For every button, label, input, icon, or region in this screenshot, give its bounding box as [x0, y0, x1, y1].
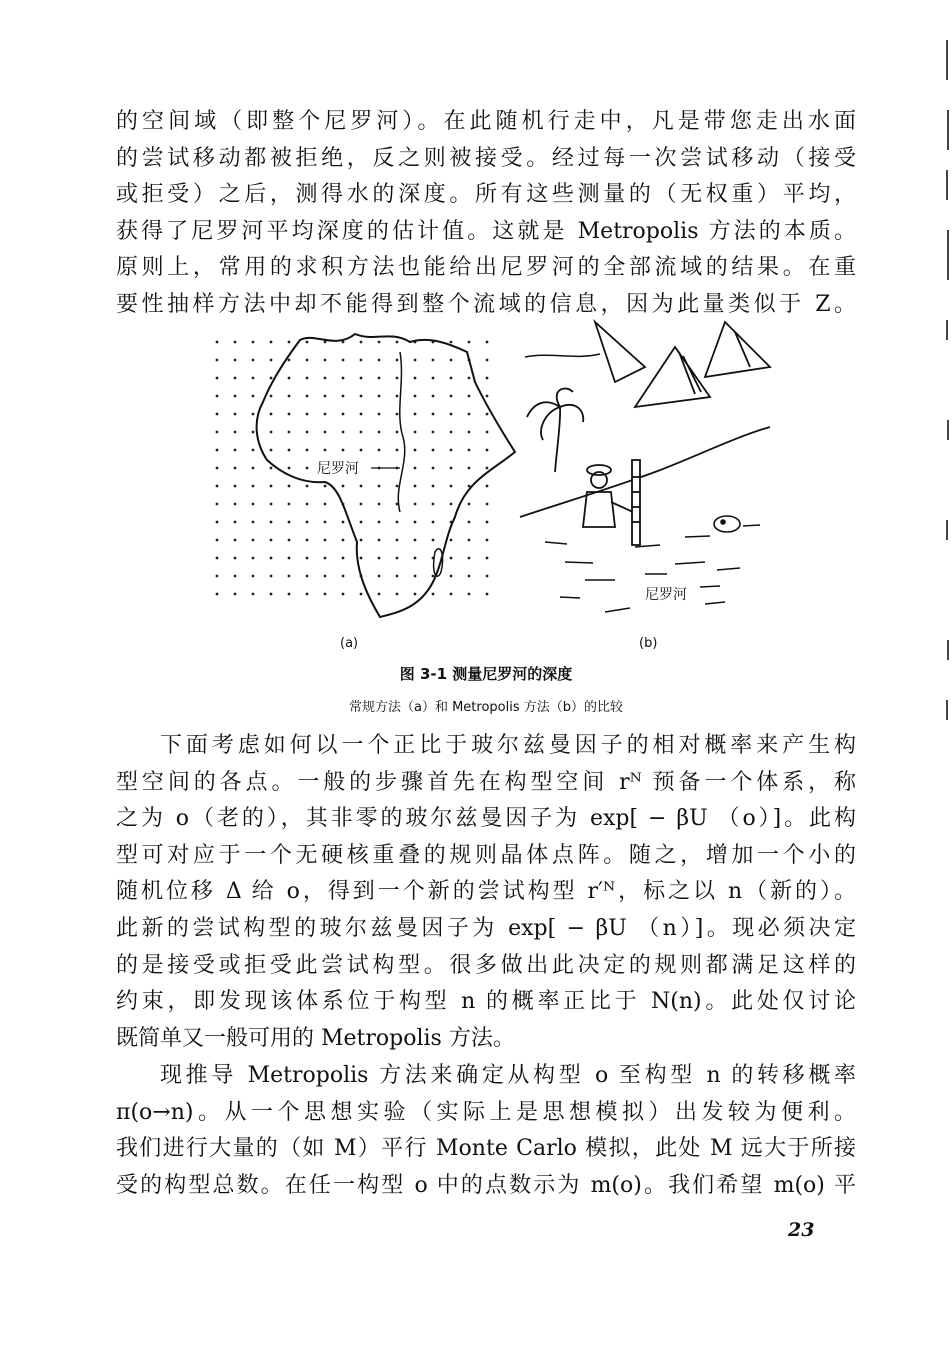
grid-dot	[252, 503, 255, 506]
grid-dot	[252, 539, 255, 542]
grid-dot	[288, 467, 291, 470]
grid-dot	[378, 575, 381, 578]
grid-dot	[288, 377, 291, 380]
grid-dot	[396, 359, 399, 362]
grid-dot	[432, 575, 435, 578]
grid-dot	[486, 539, 489, 542]
page-edge-shadow	[942, 0, 952, 760]
grid-dot	[270, 359, 273, 362]
grid-dot	[396, 377, 399, 380]
text-line: 的是接受或拒受此尝试构型。很多做出此决定的规则都满足这样的	[116, 952, 856, 978]
grid-dot	[216, 341, 219, 344]
grid-dot	[450, 539, 453, 542]
grid-dot	[360, 521, 363, 524]
figure-caption-subtitle: 常规方法（a）和 Metropolis 方法（b）的比较	[348, 700, 623, 715]
grid-dot	[252, 575, 255, 578]
africa-outline	[257, 334, 515, 617]
grid-dot	[324, 539, 327, 542]
grid-dot	[306, 341, 309, 344]
grid-dot	[486, 377, 489, 380]
grid-dot	[432, 413, 435, 416]
grid-dot	[414, 557, 417, 560]
grid-dot	[468, 377, 471, 380]
grid-dot	[216, 359, 219, 362]
grid-dot	[306, 485, 309, 488]
grid-dot	[216, 413, 219, 416]
grid-dot	[342, 431, 345, 434]
grid-dot	[324, 413, 327, 416]
grid-dot	[324, 521, 327, 524]
grid-dot	[450, 431, 453, 434]
figure-3-1	[205, 312, 780, 652]
grid-dot	[486, 431, 489, 434]
grid-dot	[216, 395, 219, 398]
grid-dot	[216, 557, 219, 560]
grid-dot	[360, 413, 363, 416]
pyramids	[595, 322, 770, 407]
grid-dot	[252, 359, 255, 362]
grid-dot	[486, 521, 489, 524]
text-line: 我们进行大量的（如 M）平行 Monte Carlo 模拟，此处 M 远大于所接	[116, 1136, 856, 1162]
grid-dot	[270, 485, 273, 488]
grid-dot	[450, 377, 453, 380]
grid-dot	[324, 557, 327, 560]
grid-dot	[288, 593, 291, 596]
grid-dot	[306, 539, 309, 542]
grid-dot	[270, 503, 273, 506]
grid-dot	[270, 413, 273, 416]
grid-dot	[450, 557, 453, 560]
figure-sub-b: (b)	[639, 636, 658, 651]
figure-caption-title: 图 3-1 测量尼罗河的深度	[399, 665, 573, 683]
grid-dot	[360, 557, 363, 560]
text-line: 约束，即发现该体系位于构型 n 的概率正比于 N(n)。此处仅讨论	[116, 989, 856, 1015]
grid-dot	[270, 521, 273, 524]
grid-dot	[252, 593, 255, 596]
grid-dot	[486, 413, 489, 416]
grid-dot	[414, 503, 417, 506]
grid-dot	[306, 359, 309, 362]
grid-dot	[360, 485, 363, 488]
grid-dot	[414, 431, 417, 434]
grid-dot	[288, 431, 291, 434]
grid-dot	[486, 575, 489, 578]
grid-dot	[234, 539, 237, 542]
grid-dot	[360, 539, 363, 542]
grid-dot	[360, 449, 363, 452]
grid-dot	[486, 485, 489, 488]
grid-dot	[342, 521, 345, 524]
grid-dot	[216, 467, 219, 470]
grid-dot	[486, 467, 489, 470]
grid-dot	[450, 575, 453, 578]
grid-dot	[216, 521, 219, 524]
grid-dot	[378, 539, 381, 542]
grid-dot	[414, 467, 417, 470]
grid-dot	[432, 431, 435, 434]
grid-dot	[378, 431, 381, 434]
grid-dot	[252, 521, 255, 524]
grid-dot	[216, 485, 219, 488]
grid-dot	[450, 485, 453, 488]
grid-dot	[468, 341, 471, 344]
text-line: 此新的尝试构型的玻尔兹曼因子为 exp[ − βU （n）]。现必须决定	[116, 915, 856, 941]
grid-dot	[306, 521, 309, 524]
grid-dot	[396, 395, 399, 398]
grid-dot	[270, 395, 273, 398]
grid-dot	[252, 431, 255, 434]
grid-dot	[306, 431, 309, 434]
grid-dot	[234, 359, 237, 362]
grid-dot	[306, 575, 309, 578]
grid-dot	[252, 485, 255, 488]
grid-dot	[324, 359, 327, 362]
grid-dot	[396, 593, 399, 596]
grid-dot	[342, 575, 345, 578]
grid-dot	[360, 377, 363, 380]
grid-dot	[234, 575, 237, 578]
text-line: 的空间域（即整个尼罗河）。在此随机行走中，凡是带您走出水面	[116, 109, 856, 134]
grid-dot	[270, 575, 273, 578]
grid-dot	[270, 467, 273, 470]
grid-dot	[234, 413, 237, 416]
text-line: 原则上，常用的求积方法也能给出尼罗河的全部流域的结果。在重	[116, 255, 856, 281]
grid-dot	[270, 377, 273, 380]
grid-dot	[324, 503, 327, 506]
grid-dot	[378, 341, 381, 344]
text-line: 之为 o（老的），其非零的玻尔兹曼因子为 exp[ − βU （o）]。此构	[116, 806, 856, 832]
grid-dot	[396, 341, 399, 344]
horizon-line	[525, 354, 600, 357]
grid-dot	[234, 593, 237, 596]
palm-tree-icon	[527, 388, 583, 472]
text-line: 或拒受）之后，测得水的深度。所有这些测量的（无权重）平均，	[116, 182, 856, 208]
grid-dot	[360, 503, 363, 506]
grid-dot	[378, 395, 381, 398]
grid-dot	[306, 413, 309, 416]
grid-dot	[378, 485, 381, 488]
grid-dot	[324, 485, 327, 488]
nile-river	[398, 352, 404, 512]
grid-dot	[468, 467, 471, 470]
grid-dot	[486, 593, 489, 596]
grid-dot	[342, 377, 345, 380]
fish-icon	[714, 516, 740, 532]
grid-dot	[468, 575, 471, 578]
grid-dot	[306, 593, 309, 596]
text-line: 的尝试移动都被拒绝，反之则被接受。经过每一次尝试移动（接受	[116, 145, 856, 171]
grid-dot	[342, 593, 345, 596]
grid-dot	[324, 593, 327, 596]
grid-dot	[414, 359, 417, 362]
grid-dot	[288, 575, 291, 578]
nile-label-a: 尼罗河	[317, 461, 359, 477]
grid-dot	[396, 539, 399, 542]
grid-dot	[414, 377, 417, 380]
grid-dot	[288, 485, 291, 488]
grid-dot	[486, 359, 489, 362]
grid-dot	[342, 413, 345, 416]
text-line: 受的构型总数。在任一构型 o 中的点数示为 m(o)。我们希望 m(o) 平	[116, 1172, 856, 1198]
text-line: π(o→n)。从一个思想实验（实际上是思想模拟）出发较为便利。	[116, 1099, 856, 1125]
grid-dot	[216, 575, 219, 578]
grid-dot	[432, 593, 435, 596]
page-number: 23	[788, 1219, 815, 1241]
grid-dot	[216, 377, 219, 380]
grid-dot	[234, 557, 237, 560]
grid-dot	[396, 413, 399, 416]
grid-dot	[306, 503, 309, 506]
grid-dot	[468, 539, 471, 542]
grid-dot	[414, 575, 417, 578]
grid-dot	[432, 449, 435, 452]
grid-dot	[450, 359, 453, 362]
grid-dot	[234, 377, 237, 380]
grid-dot	[396, 557, 399, 560]
grid-dot	[486, 503, 489, 506]
grid-dot	[360, 359, 363, 362]
text-line: 要性抽样方法中却不能得到整个流域的信息，因为此量类似于 Z。	[116, 291, 856, 317]
grid-dot	[324, 377, 327, 380]
grid-dot	[306, 377, 309, 380]
grid-dot	[378, 377, 381, 380]
grid-dot	[432, 377, 435, 380]
grid-dot	[468, 503, 471, 506]
grid-dot	[450, 341, 453, 344]
grid-dot	[342, 485, 345, 488]
grid-dot	[252, 413, 255, 416]
grid-dot	[378, 449, 381, 452]
grid-dot	[306, 467, 309, 470]
grid-dot	[342, 359, 345, 362]
grid-dot	[468, 431, 471, 434]
grid-dot	[432, 359, 435, 362]
grid-dot	[216, 449, 219, 452]
grid-dot	[432, 395, 435, 398]
grid-dot	[378, 593, 381, 596]
grid-dot	[234, 341, 237, 344]
grid-dot	[270, 593, 273, 596]
grid-dot	[432, 503, 435, 506]
nile-label-b: 尼罗河	[645, 587, 687, 603]
grid-dot	[378, 413, 381, 416]
grid-dot	[270, 557, 273, 560]
grid-dot	[306, 395, 309, 398]
person-with-gauge	[583, 460, 640, 545]
grid-dot	[216, 431, 219, 434]
grid-dot	[234, 449, 237, 452]
text-line: 随机位移 Δ 给 o，得到一个新的尝试构型 r′ᴺ，标之以 n（新的）。	[116, 879, 856, 905]
grid-dot	[252, 341, 255, 344]
grid-dot	[288, 449, 291, 452]
grid-dot	[288, 557, 291, 560]
grid-dot	[432, 539, 435, 542]
grid-dot	[324, 575, 327, 578]
grid-dot	[414, 413, 417, 416]
grid-dot	[378, 557, 381, 560]
grid-dot	[450, 593, 453, 596]
grid-dot	[486, 341, 489, 344]
grid-dot	[342, 449, 345, 452]
grid-dot	[234, 503, 237, 506]
grid-dot	[360, 395, 363, 398]
grid-dot	[432, 467, 435, 470]
grid-dot	[270, 539, 273, 542]
grid-dot	[270, 341, 273, 344]
grid-dot	[396, 485, 399, 488]
grid-dot	[432, 485, 435, 488]
grid-dot	[450, 503, 453, 506]
grid-dot	[450, 467, 453, 470]
grid-dot	[414, 521, 417, 524]
grid-dot	[486, 395, 489, 398]
grid-dot	[216, 539, 219, 542]
grid-dot	[252, 557, 255, 560]
grid-dot	[252, 449, 255, 452]
grid-dot	[234, 467, 237, 470]
grid-dot	[468, 413, 471, 416]
grid-dot	[468, 521, 471, 524]
grid-dot	[324, 431, 327, 434]
text-line: 型可对应于一个无硬核重叠的规则晶体点阵。随之，增加一个小的	[116, 842, 856, 868]
grid-dot	[252, 377, 255, 380]
grid-dot	[288, 359, 291, 362]
grid-dot	[252, 467, 255, 470]
grid-dot	[468, 395, 471, 398]
grid-dot	[234, 485, 237, 488]
text-line: 下面考虑如何以一个正比于玻尔兹曼因子的相对概率来产生构	[160, 733, 856, 758]
grid-dot	[270, 431, 273, 434]
grid-dot	[378, 359, 381, 362]
grid-dot	[414, 485, 417, 488]
text-line: 型空间的各点。一般的步骤首先在构型空间 rᴺ 预备一个体系，称	[116, 769, 856, 795]
grid-dot	[396, 575, 399, 578]
grid-dot	[486, 557, 489, 560]
text-line: 现推导 Metropolis 方法来确定从构型 o 至构型 n 的转移概率	[160, 1063, 856, 1088]
paragraph-2	[116, 728, 856, 1057]
grid-dot	[360, 431, 363, 434]
grid-dot	[234, 395, 237, 398]
grid-dot	[378, 521, 381, 524]
grid-dot	[270, 449, 273, 452]
grid-dot	[288, 341, 291, 344]
grid-dot	[450, 413, 453, 416]
figure-sub-a: (a)	[340, 636, 359, 651]
grid-dot	[306, 557, 309, 560]
grid-dot	[360, 593, 363, 596]
grid-dot	[252, 395, 255, 398]
grid-dot	[306, 449, 309, 452]
grid-dot	[414, 593, 417, 596]
text-line: 获得了尼罗河平均深度的估计值。这就是 Metropolis 方法的本质。	[116, 218, 856, 244]
grid-dot	[414, 449, 417, 452]
paragraph-1	[116, 104, 856, 324]
grid-dot	[468, 557, 471, 560]
grid-dot	[360, 341, 363, 344]
grid-dot	[378, 503, 381, 506]
grid-dot	[468, 449, 471, 452]
grid-dot	[342, 557, 345, 560]
grid-dot	[396, 449, 399, 452]
grid-dot	[342, 395, 345, 398]
grid-dot	[324, 449, 327, 452]
grid-dot	[288, 413, 291, 416]
grid-dot	[432, 521, 435, 524]
grid-dot	[450, 449, 453, 452]
grid-dot	[216, 503, 219, 506]
grid-dot	[288, 539, 291, 542]
grid-dot	[234, 521, 237, 524]
grid-dot	[288, 521, 291, 524]
grid-dot	[216, 593, 219, 596]
grid-dot	[396, 521, 399, 524]
grid-dot	[450, 395, 453, 398]
grid-dot	[288, 395, 291, 398]
grid-dot	[486, 449, 489, 452]
grid-dot	[342, 539, 345, 542]
grid-dot	[396, 431, 399, 434]
paragraph-3	[116, 1058, 856, 1204]
grid-dot	[468, 593, 471, 596]
grid-dot	[324, 395, 327, 398]
grid-dot	[414, 395, 417, 398]
text-line: 既简单又一般可用的 Metropolis 方法。	[116, 1025, 515, 1051]
grid-dot	[234, 431, 237, 434]
grid-dot	[414, 539, 417, 542]
grid-dot	[288, 503, 291, 506]
